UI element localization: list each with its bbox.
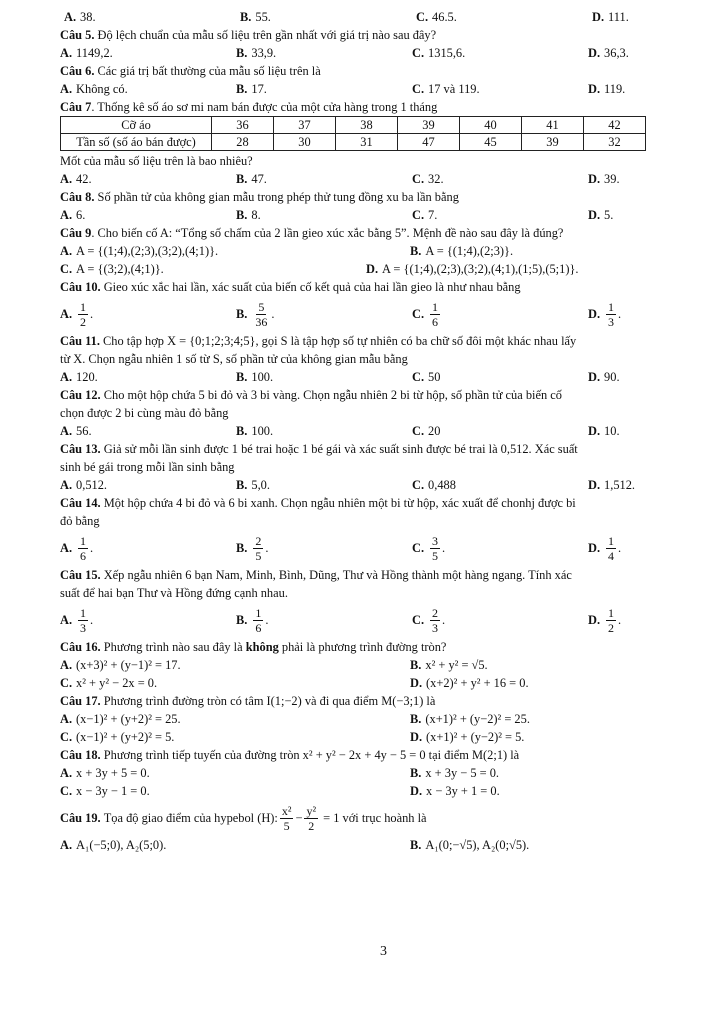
option-c: C. 46.5.	[416, 9, 457, 24]
question-5-options: A. 1149,2. B. 33,9. C. 1315,6. D. 36,3.	[60, 45, 629, 60]
exam-page	[60, 8, 668, 854]
question-14-options: A. $\frac{1}{6}$ . B. $\frac{2}{5}$ . C. $\frac{3}{5}$ . D. $\frac{1}{4}$ .	[60, 533, 622, 563]
question-19-options: A. A₁(−5;0), A₂(5;0). B. A₁(0;−√5), A₂(0;√5).	[60, 837, 530, 852]
question-13-options: A. 0,512. B. 5,0. C. 0,488 D. 1,512.	[60, 477, 636, 492]
question-13: Câu 13. Giả sử mỗi lần sinh được 1 bé trai hoặc 1 bé gái và xác suất sinh được bé trai là 0,512. Xác suất	[60, 442, 578, 456]
question-11-cont: từ X. Chọn ngẫu nhiên 1 số từ S, số phần tử của không gian mẫu bằng	[60, 352, 408, 366]
question-5: Câu 5. Độ lệch chuẩn của mẫu số liệu trên gần nhất với giá trị nào sau đây?	[60, 28, 437, 42]
question-8: Câu 8. Số phần tử của không gian mẫu trong phép thử tung đồng xu ba lần bằng	[60, 190, 459, 204]
question-14-cont: đỏ bằng	[60, 514, 100, 528]
option-d: D. 111.	[592, 9, 629, 24]
question-10: Câu 10. Gieo xúc xắc hai lần, xác suất của biến cố kết quả của hai lần gieo là như nhau bằng	[60, 280, 521, 294]
table-row-frequencies: Tần số (số áo bán được) 28 30 31 47 45 39 32	[61, 134, 646, 151]
question-10-options: A. $\frac{1}{2}$ . B. $\frac{5}{36}$ . C. $\frac{1}{6}$ D. $\frac{1}{3}$ .	[60, 299, 622, 329]
question-12-cont: chọn được 2 bi cùng màu đỏ bằng	[60, 406, 229, 420]
question-9-options-cd: C. A = {(3;2),(4;1)}. D. A = {(1;4),(2;3),(3;2),(4;1),(1;5),(5;1)}.	[60, 261, 579, 276]
question-6-options: A. Không có. B. 17. C. 17 và 119. D. 119.	[60, 81, 626, 96]
question-6: Câu 6. Các giá trị bất thường của mẫu số liệu trên là	[60, 64, 321, 78]
question-7-prompt: Mốt của mẫu số liệu trên là bao nhiêu?	[60, 154, 253, 168]
question-12-options: A. 56. B. 100. C. 20 D. 10.	[60, 423, 620, 438]
question-7: Câu 7. Thống kê số áo sơ mi nam bán được của một cửa hàng trong 1 tháng	[60, 100, 438, 114]
question-8-options: A. 6. B. 8. C. 7. D. 5.	[60, 207, 614, 222]
option-a: A. 38.	[64, 9, 96, 24]
option-b: B. 55.	[240, 9, 271, 24]
page-number: 3	[380, 944, 387, 959]
question-13-cont: sinh bé gái trong mỗi lần sinh bằng	[60, 460, 235, 474]
question-18: Câu 18. Phương trình tiếp tuyến của đường tròn x² + y² − 2x + 4y − 5 = 0 tại điểm M(2;1) là	[60, 748, 520, 762]
question-14: Câu 14. Một hộp chứa 4 bi đỏ và 6 bi xanh. Chọn ngẫu nhiên một bi từ hộp, xác xuất để chonhj được bi	[60, 496, 576, 510]
question-15: Câu 15. Xếp ngẫu nhiên 6 bạn Nam, Minh, Bình, Dũng, Thư và Hồng thành một hàng ngang. Tính xác	[60, 568, 572, 582]
question-15-options: A. $\frac{1}{3}$ . B. $\frac{1}{6}$ . C. $\frac{2}{3}$ . D. $\frac{1}{2}$ .	[60, 605, 622, 635]
question-16: Câu 16. Phương trình nào sau đây là không phải là phương trình đường tròn?	[60, 640, 447, 654]
question-19: Câu 19. Tọa độ giao điểm của hypebol (H): $\frac{\text{x²}}{5}$ − $\frac{\text{y²}}{2}$ = 1 với trục hoành là	[60, 803, 427, 833]
question-16-options-ab: A. (x+3)² + (y−1)² = 17. B. x² + y² = √5.	[60, 657, 488, 672]
question-11: Câu 11. Cho tập hợp X = {0;1;2;3;4;5}, gọi S là tập hợp số tự nhiên có ba chữ số đôi một khác nhau lấy	[60, 334, 577, 348]
question-17: Câu 17. Phương trình đường tròn có tâm I(1;−2) và đi qua điểm M(−3;1) là	[60, 694, 436, 708]
frequency-table	[60, 116, 646, 151]
top-options	[64, 8, 668, 26]
question-16-options-cd: C. x² + y² − 2x = 0. D. (x+2)² + y² + 16 = 0.	[60, 675, 529, 690]
table-row-sizes: Cỡ áo 36 37 38 39 40 41 42	[61, 117, 646, 134]
question-17-options-cd: C. (x−1)² + (y+2)² = 5. D. (x+1)² + (y−2)² = 5.	[60, 729, 525, 744]
question-7-options: A. 42. B. 47. C. 32. D. 39.	[60, 171, 620, 186]
question-18-options-ab: A. x + 3y + 5 = 0. B. x + 3y − 5 = 0.	[60, 765, 499, 780]
question-9: Câu 9. Cho biến cố A: “Tổng số chấm của 2 lần gieo xúc xắc bằng 5”. Mệnh đề nào sau đây là đúng?	[60, 226, 564, 240]
question-18-options-cd: C. x − 3y − 1 = 0. D. x − 3y + 1 = 0.	[60, 783, 500, 798]
question-17-options-ab: A. (x−1)² + (y+2)² = 25. B. (x+1)² + (y−2)² = 25.	[60, 711, 530, 726]
question-12: Câu 12. Cho một hộp chứa 5 bi đỏ và 3 bi vàng. Chọn ngẫu nhiên 2 bi từ hộp, số phần tử của biến cố	[60, 388, 562, 402]
question-11-options: A. 120. B. 100. C. 50 D. 90.	[60, 369, 620, 384]
question-15-cont: suất để hai bạn Thư và Hồng đứng cạnh nhau.	[60, 586, 288, 600]
question-9-options-ab: A. A = {(1;4),(2;3),(3;2),(4;1)}. B. A = {(1;4),(2;3)}.	[60, 243, 514, 258]
